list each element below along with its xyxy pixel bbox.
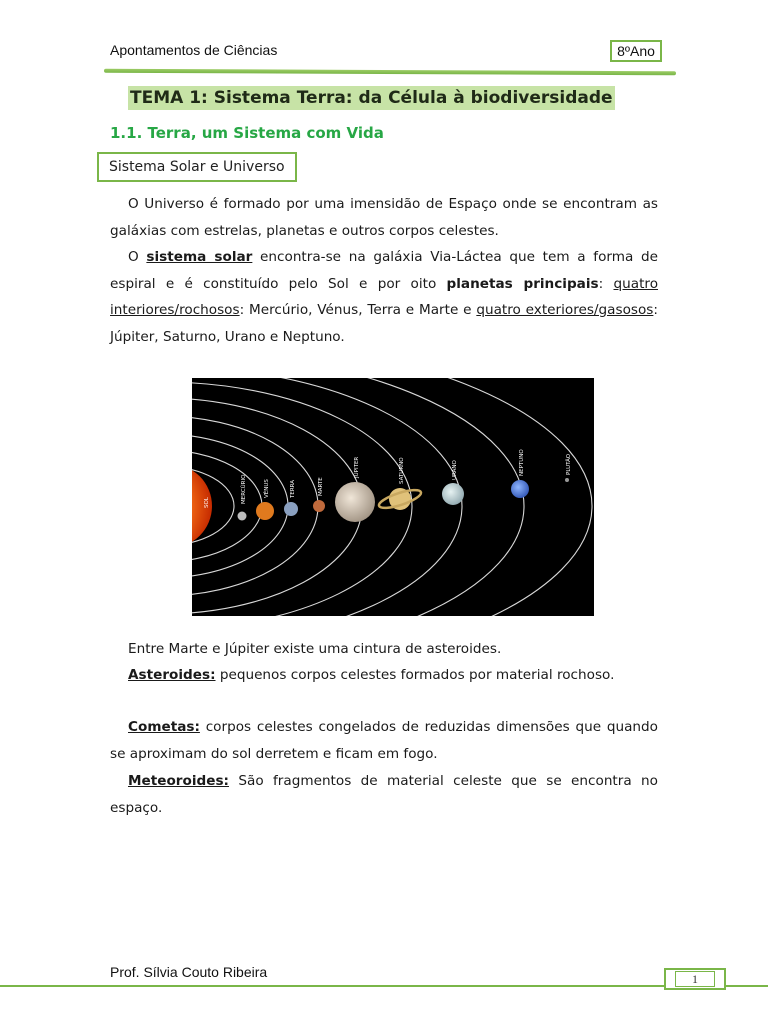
label-saturn: SATURNO xyxy=(399,457,405,484)
label-mercury: MERCÚRIO xyxy=(241,474,247,504)
definition-asteroids xyxy=(110,662,658,689)
paragraph-text: Entre Marte e Júpiter existe uma cintura de asteroides. xyxy=(128,641,502,657)
venus xyxy=(256,502,274,520)
grade-badge: 8ºAno xyxy=(610,40,662,62)
definition-text: pequenos corpos celestes formados por material rochoso. xyxy=(215,667,615,683)
term-asteroides: Asteroides: xyxy=(128,667,216,683)
mercury xyxy=(238,512,247,521)
mars xyxy=(313,500,325,512)
text-run: : xyxy=(598,275,614,292)
term-planetas-principais: planetas principais xyxy=(446,275,599,292)
paragraph-asteroid-belt xyxy=(110,636,658,663)
jupiter xyxy=(335,482,375,522)
subsection-title: Sistema Solar e Universo xyxy=(97,152,297,182)
footer-author: Prof. Sílvia Couto Ribeira xyxy=(110,964,268,980)
text-run: encontra-se na galáxia Via-Láctea que tem a forma de espiral e é constituído pelo Sol e por oito xyxy=(110,249,658,292)
label-jupiter: JÚPITER xyxy=(354,456,360,478)
term-outer-planets: quatro exteriores/gasosos xyxy=(476,302,654,318)
uranus xyxy=(442,483,464,505)
term-inner-planets: quatro interiores/rochosos xyxy=(110,275,659,318)
paragraph-text: O Universo é formado por uma imensidão de Espaço onde se encontram as galáxias com estrelas, planetas e outros corpos celestes. xyxy=(110,196,658,239)
text-run: : Júpiter, Saturno, Urano e Neptuno. xyxy=(110,302,658,345)
label-mars: MARTE xyxy=(318,477,324,496)
header-divider xyxy=(104,69,676,75)
label-neptune: NEPTUNO xyxy=(519,449,525,476)
label-venus: VÉNUS xyxy=(264,479,270,498)
term-meteoroides: Meteoroides: xyxy=(128,773,229,789)
text-run: : Mercúrio, Vénus, Terra e Marte e xyxy=(239,302,477,318)
earth xyxy=(284,502,298,516)
label-earth: TERRA xyxy=(290,479,296,498)
term-sistema-solar: sistema solar xyxy=(146,249,253,265)
definition-text: corpos celestes congelados de reduzidas dimensões que quando se aproximam do sol derretem e ficam em fogo. xyxy=(110,719,658,762)
page-number: 1 xyxy=(675,971,715,987)
section-title: 1.1. Terra, um Sistema com Vida xyxy=(110,124,384,142)
definition-comets xyxy=(110,714,658,767)
definition-text: São fragmentos de material celeste que se encontra no espaço. xyxy=(110,773,658,816)
solar-system-illustration xyxy=(192,378,594,616)
footer-divider xyxy=(0,985,768,987)
label-uranus: URANO xyxy=(452,460,458,480)
term-cometas: Cometas: xyxy=(128,719,200,735)
document-header-title: Apontamentos de Ciências xyxy=(110,42,278,58)
text-run: O xyxy=(128,249,147,265)
pluto xyxy=(565,478,569,482)
solar-system-image xyxy=(192,378,594,616)
definition-meteoroids xyxy=(110,768,658,821)
label-sun: SOL xyxy=(204,497,210,508)
label-pluto: PLUTÃO xyxy=(566,453,572,475)
paragraph-universe xyxy=(110,191,658,244)
paragraph-solar-system xyxy=(110,244,658,350)
theme-title: TEMA 1: Sistema Terra: da Célula à biodiversidade xyxy=(130,88,613,108)
neptune xyxy=(511,480,529,498)
